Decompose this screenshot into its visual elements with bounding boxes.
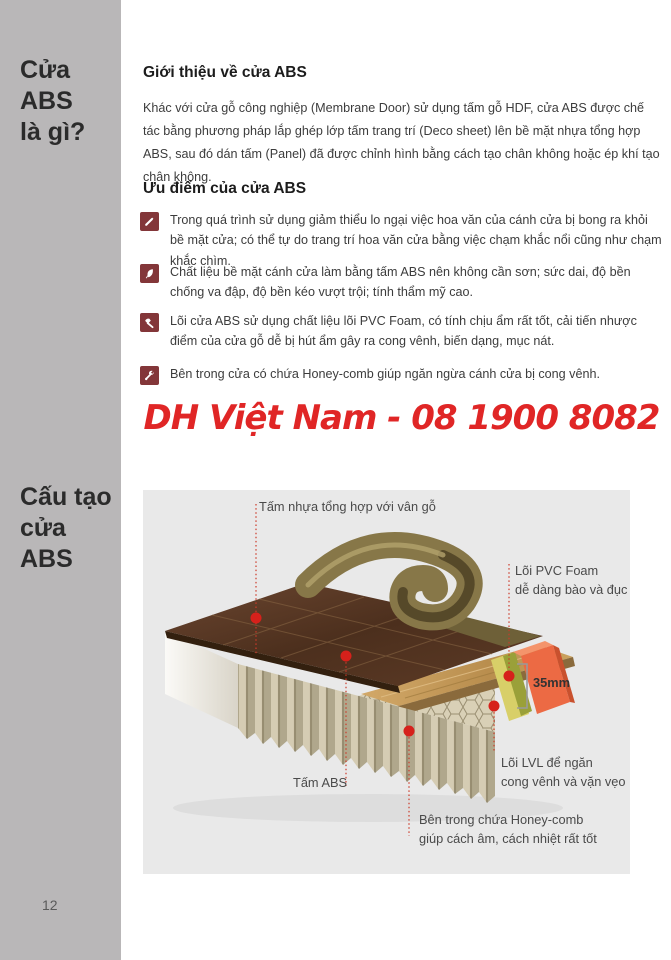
intro-paragraph: Khác với cửa gỗ công nghiệp (Membrane Door) sử dụng tấm gỗ HDF, cửa ABS được chế tác bằng phương pháp lắp ghép lớp tấm trang trí (Deco sheet) lên bề mặt nhựa tổng hợp ABS, sau đó dán tấm (Panel) đã được chỉnh hình bằng cách tạo chân không hoặc ép khí tạo chân không. (143, 101, 660, 184)
advantage-item (140, 311, 662, 352)
advantage-text: Bên trong cửa có chứa Honey-comb giúp ngăn ngừa cánh cửa bị cong vênh. (170, 367, 600, 381)
advantage-item (140, 262, 662, 303)
sidebar-title-line: là gì? (20, 118, 86, 146)
page-number: 12 (42, 897, 58, 913)
advantage-text: Chất liệu bề mặt cánh cửa làm bằng tấm ABS nên không cần sơn; sức dai, độ bền chống va đập, độ bền kéo vượt trội; tính thẩm mỹ cao. (170, 265, 631, 300)
sidebar (0, 0, 121, 960)
pen-icon (140, 212, 159, 231)
wrench-icon (140, 366, 159, 385)
sidebar-title-structure (20, 482, 121, 575)
label-abs-sheet: Tấm ABS (293, 775, 348, 790)
sidebar-title-what-is-abs (20, 55, 121, 148)
sidebar-title-line: Cửa ABS (20, 56, 73, 115)
advantage-item (140, 364, 662, 385)
hammer-icon (140, 313, 159, 332)
label-thickness-35mm: 35mm (533, 675, 570, 690)
label-deco-sheet: Tấm nhựa tổng hợp với vân gỗ (259, 499, 436, 514)
door-structure-diagram (143, 490, 630, 874)
label-honeycomb: Bên trong chứa Honey-comb giúp cách âm, cách nhiệt rất tốt (419, 812, 597, 846)
sidebar-title-line: Cấu tạo (20, 483, 112, 511)
intro-heading: Giới thiệu về cửa ABS (143, 64, 307, 81)
advantage-text: Lõi cửa ABS sử dụng chất liệu lõi PVC Foam, có tính chịu ẩm rất tốt, cải tiến nhược điểm của cửa gỗ dễ bị hút ẩm gây ra cong vênh, biến dạng, mục nát. (170, 314, 637, 349)
sidebar-title-line: cửa ABS (20, 514, 73, 573)
advantage-text: Trong quá trình sử dụng giảm thiểu lo ngại việc hoa văn của cánh cửa bị bong ra khỏi bề mặt cửa; có thể tự do trang trí hoa văn cửa bằng việc chạm khắc nổi cũng như chạm khắc chìm. (170, 213, 662, 268)
advantages-heading: Ưu điểm của cửa ABS (143, 180, 307, 197)
label-pvc-foam: Lõi PVC Foam dễ dàng bào và đục (515, 563, 628, 597)
label-lvl-core: Lõi LVL để ngăn cong vênh và vặn vẹo (501, 755, 626, 789)
brand-phone-banner: DH Việt Nam - 08 1900 8082 (143, 398, 660, 438)
leaf-icon (140, 264, 159, 283)
